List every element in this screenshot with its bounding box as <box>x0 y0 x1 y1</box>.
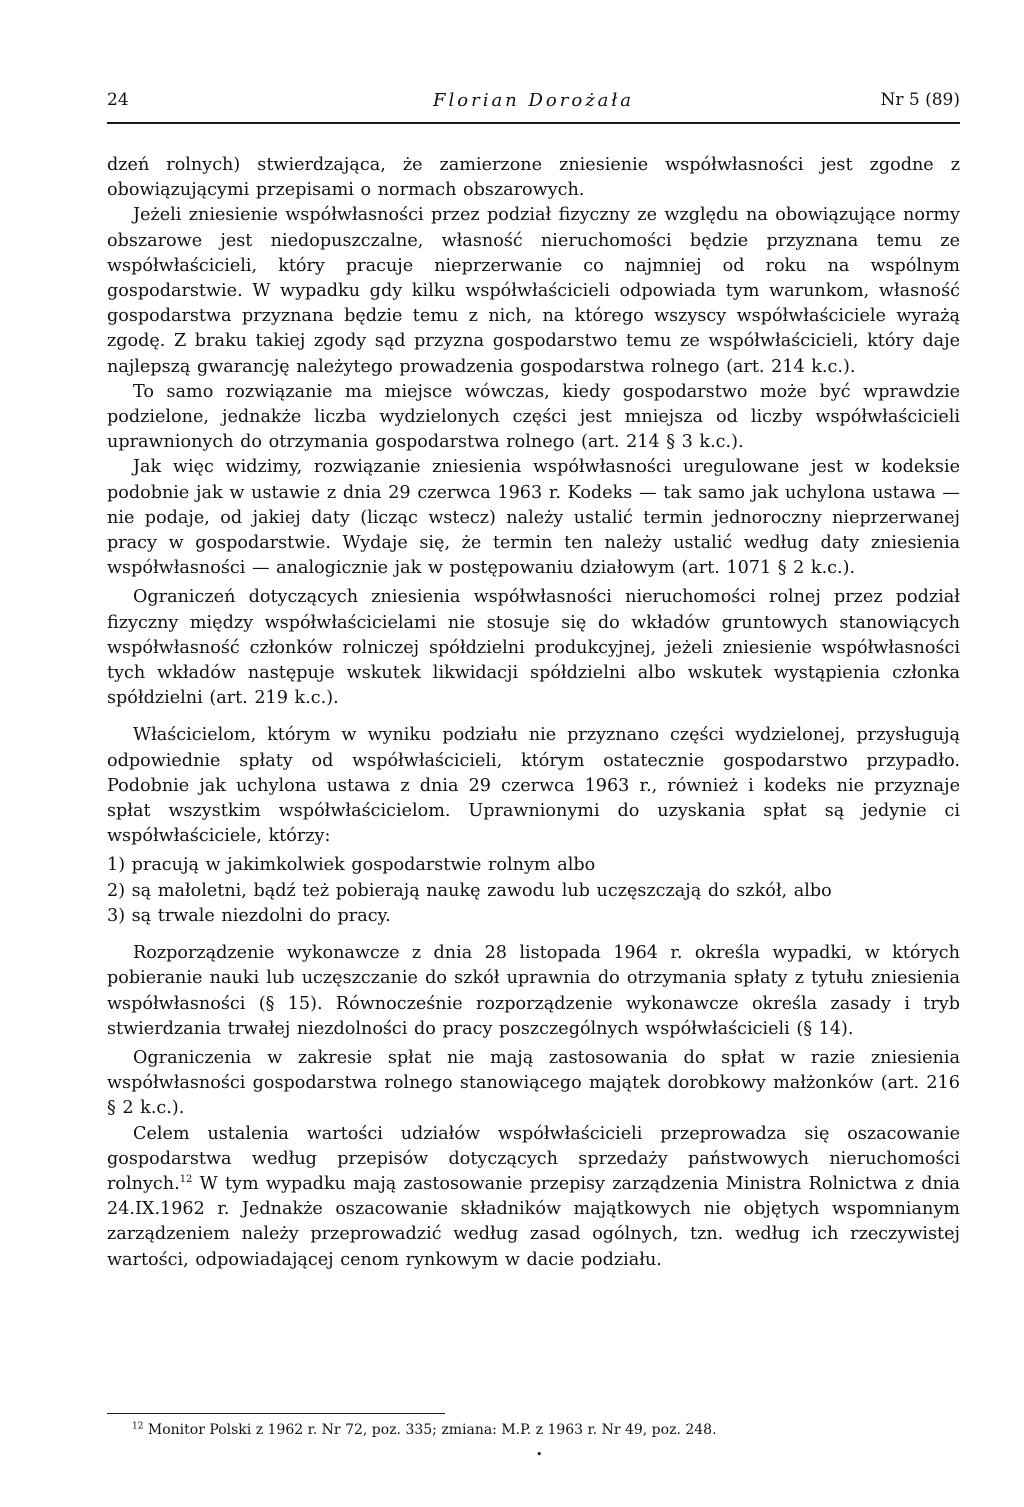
paragraph <box>107 1122 960 1273</box>
paragraph: Właścicielom, którym w wyniku podziału nie przyznano części wydzielonej, przysługują odpowiednie spłaty od współwłaścicieli, którym ostatecznie gospodarstwo przypadło. Podobnie jak uchylona ustawa z dnia 29 czerwca 1963 r., również i kodeks nie przyznaje spłat wszystkim współwłaścicielom. Uprawnionymi do uzyskania spłat są jedynie ci współwłaściciele, którzy: <box>107 725 960 847</box>
paragraph: dzeń rolnych) stwierdzająca, że zamierzone zniesienie współwłasności jest zgodne z obowiązującymi przepisami o normach obszarowych. <box>107 155 960 201</box>
list-item: 3) są trwale niezdolni do pracy. <box>107 905 391 926</box>
paragraph: Jak więc widzimy, rozwiązanie zniesienia współwłasności uregulowane jest w kodeksie podobnie jak w ustawie z dnia 29 czerwca 1963 r. Kodeks — tak samo jak uchylona ustawa — nie podaje, od jakiej daty (licząc wstecz) należy ustalić termin jednoroczny nieprzerwanej pracy w gospodarstwie. Wydaje się, że termin ten należy ustalić według daty zniesienia współwłasności — analogicznie jak w postępowaniu działowym (art. 1071 § 2 k.c.). <box>107 457 960 579</box>
running-header <box>107 90 960 124</box>
footnote-separator <box>107 1413 445 1414</box>
paragraph: Rozporządzenie wykonawcze z dnia 28 listopada 1964 r. określa wypadki, w których pobieranie nauki lub uczęszczanie do szkół uprawnia do otrzymania spłaty z tytułu zniesienia współwłasności (§ 15). Równocześnie rozporządzenie wykonawcze określa zasady i tryb stwierdzania trwałej niezdolności do pracy poszczególnych współwłaścicieli (§ 14). <box>107 943 960 1039</box>
paragraph: Jeżeli zniesienie współwłasności przez podział fizyczny ze względu na obowiązujące normy obszarowe jest niedopuszczalne, własność nieruchomości będzie przyznana temu ze współwłaścicieli, który pracuje nieprzerwanie co najmniej od roku na wspólnym gospodarstwie. W wypadku gdy kilku współwłaścicieli odpowiada tym warunkom, własność gospodarstwa przyznana będzie temu z nich, na którego wszyscy współwłaściciele wyrażą zgodę. Z braku takiej zgody sąd przyzna gospodarstwo temu ze współwłaścicieli, który daje najlepszą gwarancję należytego prowadzenia gospodarstwa rolnego (art. 214 k.c.). <box>107 205 960 377</box>
paragraph: Ograniczenia w zakresie spłat nie mają zastosowania do spłat w razie zniesienia współwłasności gospodarstwa rolnego stanowiącego majątek dorobkowy małżonków (art. 216 § 2 k.c.). <box>107 1047 960 1119</box>
paragraph: To samo rozwiązanie ma miejsce wówczas, kiedy gospodarstwo może być wprawdzie podzielone, jednakże liczba wydzielonych części jest mniejsza od liczby współwłaścicieli uprawnionych do otrzymania gospodarstwa rolnego (art. 214 § 3 k.c.). <box>107 381 960 453</box>
list-item: 1) pracują w jakimkolwiek gospodarstwie rolnym albo <box>107 855 596 876</box>
footnote <box>132 1422 717 1438</box>
page-number: 24 <box>107 90 129 110</box>
running-title: Florian Dorożała <box>433 90 634 111</box>
paragraph: Ograniczeń dotyczących zniesienia współwłasności nieruchomości rolnej przez podział fizyczny między współwłaścicielami nie stosuje się do wkładów gruntowych stanowiących współwłasność członków rolniczej spółdzielni produkcyjnej, jeżeli zniesienie współwłasności tych wkładów następuje wskutek likwidacji spółdzielni albo wskutek wystąpienia członka spółdzielni (art. 219 k.c.). <box>107 587 960 709</box>
paragraph-text: W tym wypadku mają zastosowanie przepisy zarządzenia Ministra Rolnictwa z dnia 24.IX.1962 r. Jednakże oszacowanie składników majątkowych nie objętych wspomnianym zarządzeniem należy przeprowadzić według zasad ogólnych, tzn. według ich rzeczywistej wartości, odpowiadającej cenom rynkowym w dacie podziału. <box>107 1173 960 1270</box>
paragraph-text: Celem ustalenia wartości udziałów współwłaścicieli przeprowadza się oszacowanie gospodarstwa według przepisów dotyczących sprzedaży państwowych nieruchomości rolnych. <box>107 1123 960 1194</box>
footnote-text: Monitor Polski z 1962 r. Nr 72, poz. 335; zmiana: M.P. z 1963 r. Nr 49, poz. 248. <box>147 1422 717 1438</box>
footnote-mark: 12 <box>132 1421 144 1432</box>
main-text <box>107 153 960 1273</box>
bullet-mark: • <box>536 1448 543 1461</box>
list-item: 2) są małoletni, bądź też pobierają naukę zawodu lub uczęszczają do szkół, albo <box>107 880 832 901</box>
footnote-reference: 12 <box>179 1174 193 1186</box>
issue-number: Nr 5 (89) <box>880 90 960 110</box>
